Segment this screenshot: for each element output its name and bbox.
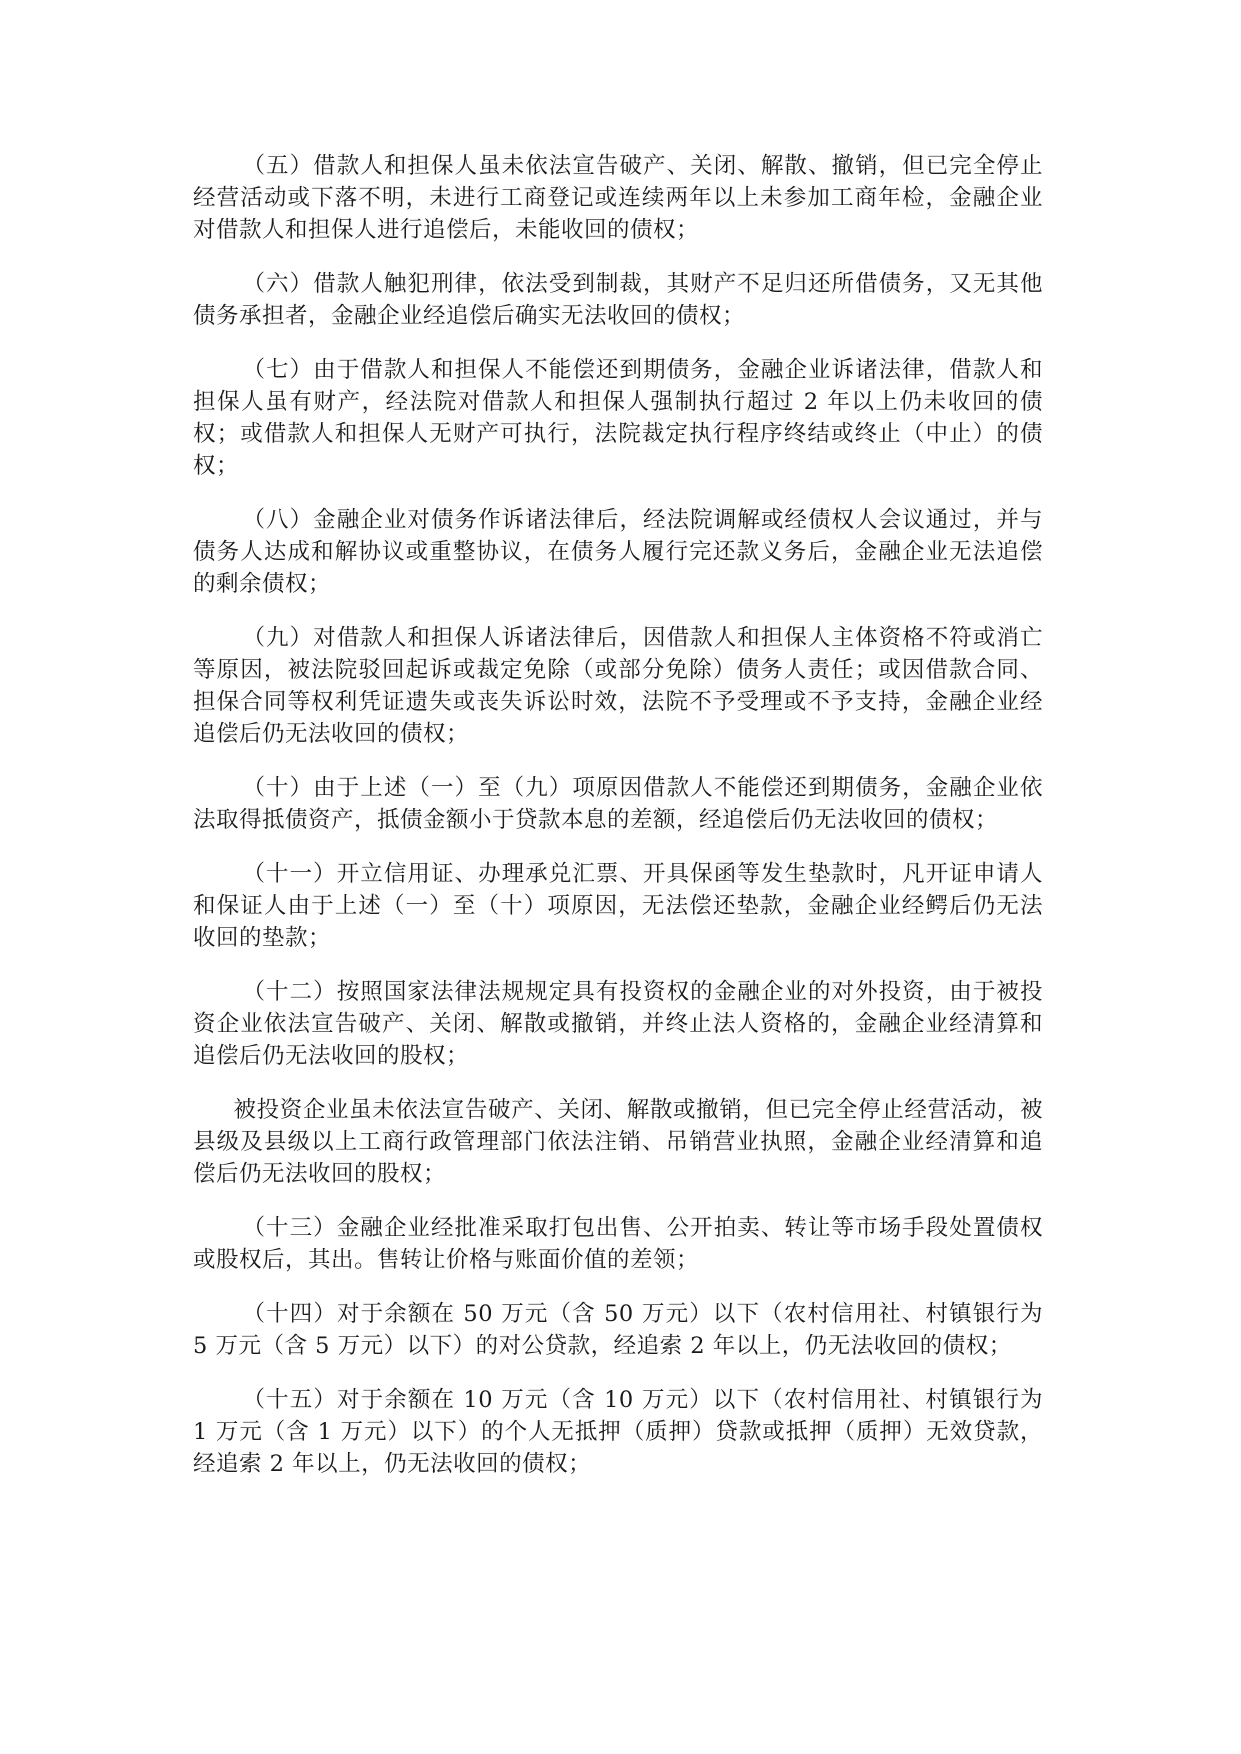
paragraph-14: （十四）对于余额在 50 万元（含 50 万元）以下（农村信用社、村镇银行为 5 万元（含 5 万元）以下）的对公贷款，经追索 2 年以上，仍无法收回的债权； xyxy=(193,1301,1043,1359)
paragraph-6: （六）借款人触犯刑律，依法受到制裁，其财产不足归还所借债务，又无其他债务承担者，金融企业经追偿后确实无法收回的债权； xyxy=(193,271,1043,329)
paragraph-10: （十）由于上述（一）至（九）项原因借款人不能偿还到期债务，金融企业依法取得抵债资产，抵债金额小于贷款本息的差额，经追偿后仍无法收回的债权； xyxy=(193,775,1043,833)
paragraph-12: （十二）按照国家法律法规规定具有投资权的金融企业的对外投资，由于被投资企业依法宣告破产、关闭、解散或撤销，并终止法人资格的，金融企业经清算和追偿后仍无法收回的股权； xyxy=(193,979,1043,1069)
paragraph-11: （十一）开立信用证、办理承兑汇票、开具保函等发生垫款时，凡开证申请人和保证人由于上述（一）至（十）项原因，无法偿还垫款，金融企业经鳄后仍无法收回的垫款； xyxy=(193,861,1043,951)
paragraph-12-supplement: 被投资企业虽未依法宣告破产、关闭、解散或撤销，但已完全停止经营活动，被县级及县级以上工商行政管理部门依法注销、吊销营业执照，金融企业经清算和追偿后仍无法收回的股权； xyxy=(193,1097,1043,1187)
document-body xyxy=(193,150,1043,1502)
paragraph-9: （九）对借款人和担保人诉诸法律后，因借款人和担保人主体资格不符或消亡等原因，被法院驳回起诉或裁定免除（或部分免除）债务人责任；或因借款合同、担保合同等权利凭证遗失或丧失诉讼时效，法院不予受理或不予支持，金融企业经追偿后仍无法收回的债权； xyxy=(193,625,1043,747)
paragraph-8: （八）金融企业对债务作诉诸法律后，经法院调解或经债权人会议通过，并与债务人达成和解协议或重整协议，在债务人履行完还款义务后，金融企业无法追偿的剩余债权； xyxy=(193,507,1043,597)
paragraph-7: （七）由于借款人和担保人不能偿还到期债务，金融企业诉诸法律，借款人和担保人虽有财产，经法院对借款人和担保人强制执行超过 2 年以上仍未收回的债权；或借款人和担保人无财产可执行，法院裁定执行程序终结或终止（中止）的债权； xyxy=(193,357,1043,479)
paragraph-13: （十三）金融企业经批准采取打包出售、公开拍卖、转让等市场手段处置债权或股权后，其出。售转让价格与账面价值的差领； xyxy=(193,1215,1043,1273)
paragraph-15: （十五）对于余额在 10 万元（含 10 万元）以下（农村信用社、村镇银行为 1 万元（含 1 万元）以下）的个人无抵押（质押）贷款或抵押（质押）无效贷款，经追索 2 年以上，仍无法收回的债权； xyxy=(193,1387,1043,1477)
paragraph-5: （五）借款人和担保人虽未依法宣告破产、关闭、解散、撤销，但已完全停止经营活动或下落不明，未进行工商登记或连续两年以上未参加工商年检，金融企业对借款人和担保人进行追偿后，未能收回的债权； xyxy=(193,153,1043,243)
